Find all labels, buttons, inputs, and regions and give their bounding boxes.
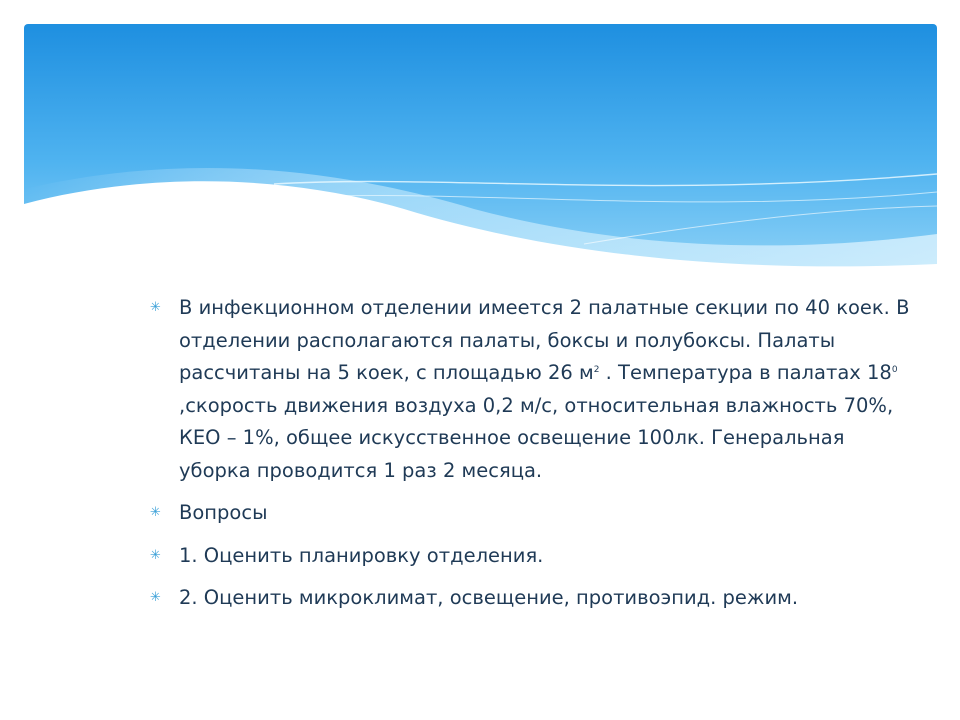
question-text: 1. Оценить планировку отделения.	[179, 543, 544, 567]
asterisk-bullet-icon: ✳	[150, 300, 161, 315]
paragraph-text: В инфекционном отделении имеется 2 палатные секции по 40 коек. В отделении располагаются палаты, боксы и полубоксы. Палаты рассчитаны на 5 коек, с площадью 26 $м^2$ . Температура в палатах $18^0$ ,скорость движения воздуха 0,2 м/с, относительная влажность 70%, КЕО – 1%, общее искусственное освещение 100лк. Генеральная уборка проводится 1 раз 2 месяца.	[179, 296, 910, 482]
superscript-area-unit: 2	[593, 365, 600, 375]
asterisk-bullet-icon: ✳	[150, 505, 161, 520]
asterisk-bullet-icon: ✳	[150, 590, 161, 605]
questions-heading: Вопросы	[179, 501, 268, 524]
bullet-item	[150, 540, 910, 573]
bullet-item	[150, 292, 910, 487]
superscript-degree: 0	[891, 365, 898, 375]
asterisk-bullet-icon: ✳	[150, 547, 161, 563]
header-wave-banner	[24, 24, 937, 274]
question-text: 2. Оценить микроклимат, освещение, противоэпид. режим.	[179, 586, 799, 609]
slide-content	[150, 292, 910, 625]
bullet-item	[150, 497, 910, 530]
bullet-item	[150, 582, 910, 615]
